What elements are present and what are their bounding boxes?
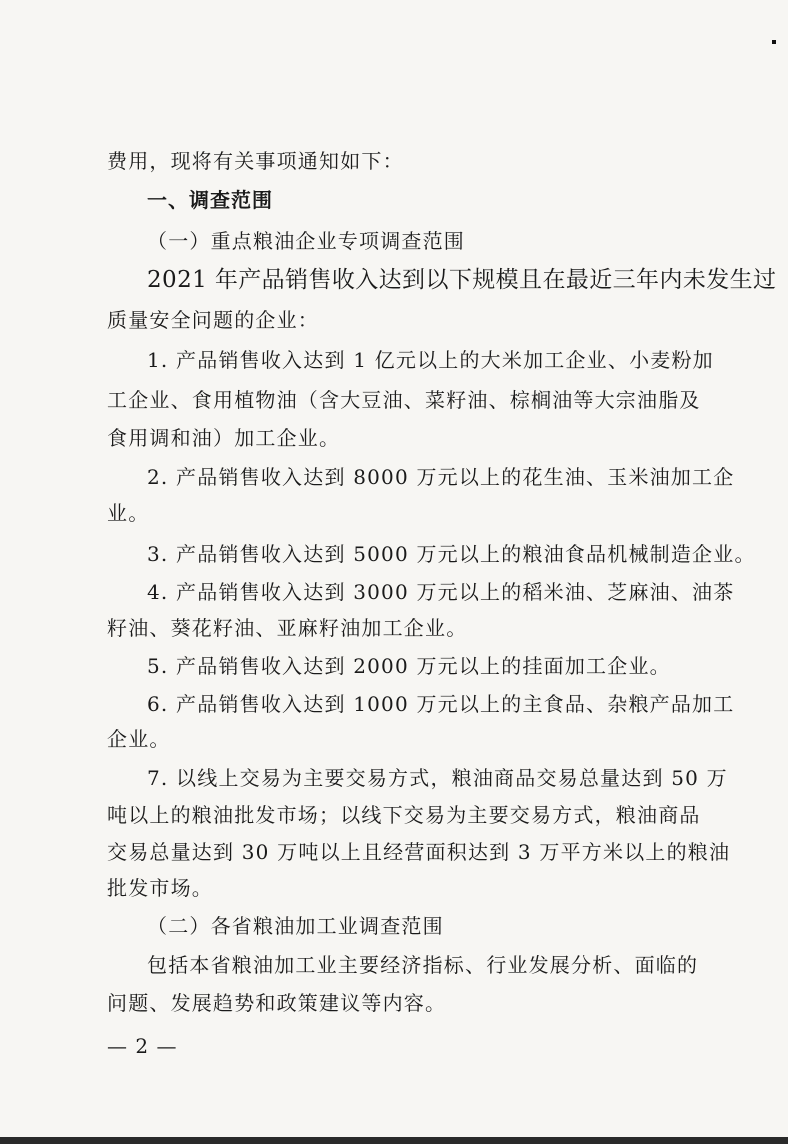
text-line: 2021 年产品销售收入达到以下规模且在最近三年内未发生过 [147, 267, 777, 293]
text-line: 企业。 [107, 727, 171, 751]
subsection-heading: （二）各省粮油加工业调查范围 [147, 914, 444, 938]
list-item: 6. 产品销售收入达到 1000 万元以上的主食品、杂粮产品加工 [147, 692, 735, 716]
text-line: 问题、发展趋势和政策建议等内容。 [107, 991, 447, 1015]
text-line: 业。 [107, 501, 150, 525]
text-line: 批发市场。 [107, 876, 213, 900]
text-line: 交易总量达到 30 万吨以上且经营面积达到 3 万平方米以上的粮油 [107, 840, 731, 864]
page-number: — 2 — [107, 1034, 178, 1058]
list-item: 3. 产品销售收入达到 5000 万元以上的粮油食品机械制造企业。 [147, 542, 756, 566]
subsection-heading: （一）重点粮油企业专项调查范围 [147, 229, 465, 253]
text-line: 籽油、葵花籽油、亚麻籽油加工企业。 [107, 616, 468, 640]
list-item: 4. 产品销售收入达到 3000 万元以上的稻米油、芝麻油、油茶 [147, 580, 735, 604]
text-line: 食用调和油）加工企业。 [107, 426, 341, 450]
scan-edge [0, 1137, 788, 1144]
text-line: 吨以上的粮油批发市场；以线下交易为主要交易方式，粮油商品 [107, 803, 701, 827]
section-heading: 一、调查范围 [147, 188, 273, 212]
list-item: 5. 产品销售收入达到 2000 万元以上的挂面加工企业。 [147, 654, 671, 678]
scan-mark [772, 40, 776, 44]
text-line: 工企业、食用植物油（含大豆油、菜籽油、棕榈油等大宗油脂及 [107, 388, 701, 412]
text-line: 费用，现将有关事项通知如下： [107, 149, 404, 173]
list-item: 2. 产品销售收入达到 8000 万元以上的花生油、玉米油加工企 [147, 465, 735, 489]
list-item: 7. 以线上交易为主要交易方式，粮油商品交易总量达到 50 万 [147, 766, 728, 790]
text-line: 包括本省粮油加工业主要经济指标、行业发展分析、面临的 [147, 953, 699, 977]
text-line: 质量安全问题的企业： [107, 308, 319, 332]
list-item: 1. 产品销售收入达到 1 亿元以上的大米加工企业、小麦粉加 [147, 348, 714, 372]
